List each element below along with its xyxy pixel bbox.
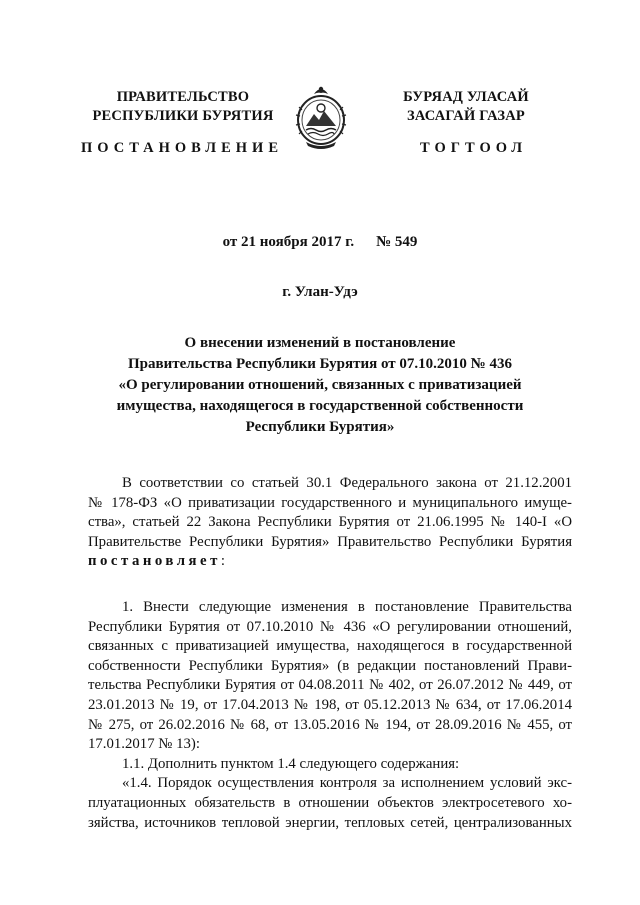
- paragraph-line: Республики Бурятия от 07.10.2010 № 436 «О регулировании отношений,: [88, 618, 572, 635]
- government-name-bua-line2: ЗАСАГАЙ ГАЗАР: [407, 108, 525, 124]
- decree-tail: :: [220, 553, 225, 570]
- paragraph-line: плуатационных обязательств в отношении объектов электросетевого хо-: [88, 794, 572, 811]
- title-line: имущества, находящегося в государственной собственности: [116, 398, 524, 414]
- paragraph-line: 23.01.2013 № 19, от 17.04.2013 № 198, от 05.12.2013 № 634, от 17.06.2014: [88, 696, 572, 713]
- decree-line: [88, 552, 572, 572]
- document-date-number: [0, 234, 640, 251]
- paragraph-line: № 275, от 26.02.2016 № 68, от 13.05.2016 № 194, от 28.09.2016 № 455, от: [88, 716, 572, 733]
- paragraph-line: 17.01.2017 № 13):: [88, 736, 200, 753]
- title-line: Правительства Республики Бурятия от 07.10.2010 № 436: [127, 356, 512, 372]
- paragraph-line: тельства Республики Бурятия от 04.08.2011 № 402, от 26.07.2012 № 449, от: [88, 677, 572, 694]
- title-line: Республики Бурятия»: [245, 419, 395, 435]
- government-name-bua-line1: БУРЯАД УЛАСАЙ: [403, 89, 529, 105]
- government-name-russian: [88, 88, 278, 126]
- paragraph-line: ства», статьей 22 Закона Республики Бурятия от 21.06.1995 № 140-I «О: [88, 514, 572, 531]
- document-type-russian: ПОСТАНОВЛЕНИЕ: [81, 140, 284, 156]
- paragraph-line: № 178-ФЗ «О приватизации государственного и муниципального имуще-: [88, 494, 572, 511]
- paragraph-line: 1. Внести следующие изменения в постановление Правительства: [122, 599, 572, 615]
- title-line: О внесении изменений в постановление: [184, 335, 456, 351]
- paragraph-line: В соответствии со статьей 30.1 Федерального закона от 21.12.2001: [122, 475, 572, 491]
- document-city: г. Улан-Удэ: [282, 284, 358, 300]
- paragraph-line: «1.4. Порядок осуществления контроля за исполнением условий экс-: [122, 775, 572, 792]
- preamble-paragraph: [88, 474, 572, 572]
- document-number: № 549: [376, 234, 418, 250]
- paragraph-line: зяйства, источников тепловой энергии, тепловых сетей, централизованных: [88, 814, 572, 831]
- government-name-buryat: [380, 88, 552, 126]
- decree-word: постановляет: [88, 553, 221, 570]
- paragraph-line: собственности Республики Бурятия» (в редакции постановлений Прави-: [88, 657, 572, 674]
- document-title: [80, 333, 560, 438]
- paragraph-line: связанных с приватизацией имущества, находящегося в государственной: [88, 638, 572, 655]
- item-1-1-line: 1.1. Дополнить пунктом 1.4 следующего содержания:: [122, 755, 460, 772]
- government-name-ru-line1: ПРАВИТЕЛЬСТВО: [116, 89, 250, 105]
- document-type-buryat: ТОГТООЛ: [420, 140, 528, 156]
- document-date: от 21 ноября 2017 г.: [222, 234, 355, 250]
- title-line: «О регулировании отношений, связанных с приватизацией: [118, 377, 522, 393]
- coat-of-arms-icon: [294, 84, 348, 150]
- item-1-paragraph: [88, 598, 572, 833]
- government-name-ru-line2: РЕСПУБЛИКИ БУРЯТИЯ: [92, 108, 274, 124]
- paragraph-line: Правительстве Республики Бурятия» Правительство Республики Бурятия: [88, 533, 572, 550]
